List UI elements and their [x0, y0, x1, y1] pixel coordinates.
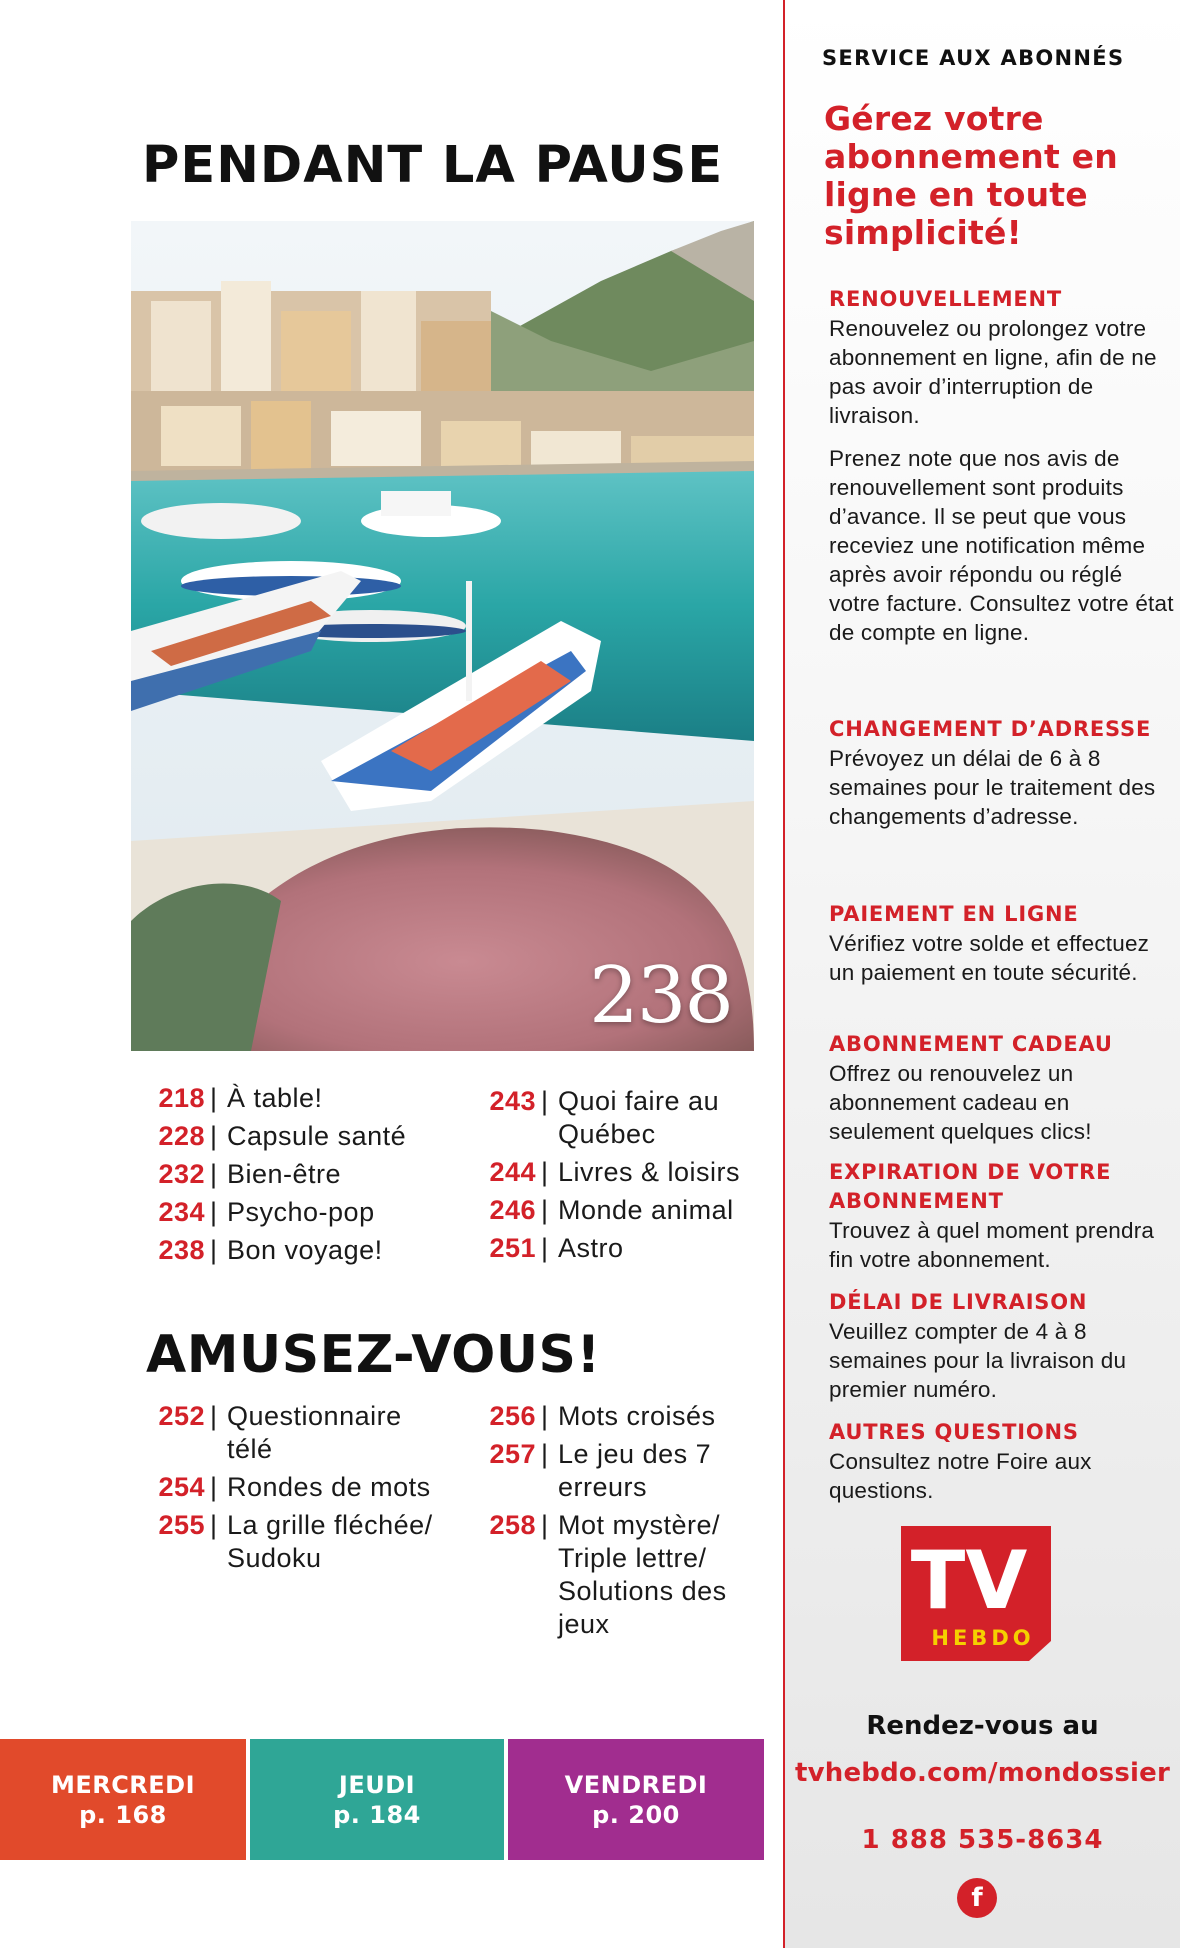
toc-page-number: 255 — [158, 1510, 205, 1540]
separator: | — [541, 1195, 549, 1225]
toc-entry[interactable] — [131, 1120, 451, 1153]
toc-entry[interactable] — [131, 1400, 451, 1466]
toc-label: Mot mystère/ Triple lettre/ Solutions des jeux — [558, 1510, 727, 1639]
toc-label: Quoi faire au Québec — [558, 1086, 720, 1149]
info-heading: ABONNEMENT CADEAU — [829, 1032, 1113, 1056]
toc-label: Mots croisés — [558, 1401, 716, 1431]
info-text: Veuillez compter de 4 à 8 semaines pour la livraison du premier numéro. — [829, 1319, 1127, 1402]
info-other-questions — [829, 1418, 1174, 1505]
toc-page-number: 258 — [489, 1510, 536, 1540]
toc-page-number: 257 — [489, 1439, 536, 1469]
toc-page-number: 256 — [489, 1401, 536, 1431]
separator: | — [541, 1157, 549, 1187]
photo-page-number: 238 — [589, 951, 732, 1041]
day-page: p. 168 — [79, 1800, 167, 1829]
info-renewal — [829, 285, 1174, 647]
toc-label: Astro — [558, 1233, 624, 1263]
toc-column-1 — [131, 1082, 451, 1272]
separator: | — [210, 1510, 218, 1540]
day-tabs — [0, 1739, 764, 1860]
info-heading: AUTRES QUESTIONS — [829, 1420, 1079, 1444]
info-address-change — [829, 715, 1174, 831]
toc-page-number: 244 — [489, 1157, 536, 1187]
service-headline: Gérez votre abonnement en ligne en toute simplicité! — [824, 99, 1118, 252]
website-link[interactable]: tvhebdo.com/mondossier — [794, 1758, 1170, 1788]
toc-label: Le jeu des 7 erreurs — [558, 1439, 712, 1502]
toc-label: Rondes de mots — [227, 1472, 431, 1502]
toc-page-number: 228 — [158, 1121, 205, 1151]
section-title-pause: PENDANT LA PAUSE — [142, 136, 724, 195]
info-expiration — [829, 1158, 1174, 1274]
toc-page-number: 252 — [158, 1401, 205, 1431]
toc-entry[interactable] — [462, 1194, 782, 1227]
harbor-photo — [131, 221, 754, 1051]
games-column-1 — [131, 1400, 451, 1580]
day-tab-thursday[interactable] — [250, 1739, 504, 1860]
toc-page-number: 238 — [158, 1235, 205, 1265]
toc-entry[interactable] — [462, 1085, 782, 1151]
toc-page-number: 246 — [489, 1195, 536, 1225]
info-text: Trouvez à quel moment prendra fin votre abonnement. — [829, 1218, 1155, 1272]
toc-entry[interactable] — [462, 1232, 782, 1265]
toc-label: Psycho-pop — [227, 1197, 375, 1227]
toc-entry[interactable] — [462, 1400, 782, 1433]
day-page: p. 200 — [592, 1800, 680, 1829]
separator: | — [541, 1439, 549, 1469]
logo-hebdo-text: HEBDO — [931, 1626, 1035, 1650]
day-name: JEUDI — [338, 1770, 416, 1799]
separator: | — [210, 1472, 218, 1502]
service-title: SERVICE AUX ABONNÉS — [822, 46, 1125, 70]
info-gift-subscription — [829, 1030, 1174, 1146]
info-text: Consultez notre Foire aux questions. — [829, 1449, 1092, 1503]
toc-entry[interactable] — [131, 1234, 451, 1267]
section-title-games: AMUSEZ-VOUS! — [146, 1325, 601, 1385]
separator: | — [210, 1197, 218, 1227]
info-heading: CHANGEMENT D’ADRESSE — [829, 717, 1152, 741]
toc-label: Bien-être — [227, 1159, 342, 1189]
toc-label: À table! — [227, 1083, 323, 1113]
separator: | — [210, 1159, 218, 1189]
harbor-illustration — [131, 221, 754, 1051]
info-heading: PAIEMENT EN LIGNE — [829, 902, 1079, 926]
info-text: Prévoyez un délai de 6 à 8 semaines pour le traitement des changements d’adresse. — [829, 746, 1156, 829]
separator: | — [210, 1401, 218, 1431]
toc-entry[interactable] — [131, 1082, 451, 1115]
info-heading: EXPIRATION DE VOTRE ABONNEMENT — [829, 1160, 1112, 1213]
info-text: Vérifiez votre solde et effectuez un paiement en toute sécurité. — [829, 931, 1150, 985]
subscriber-service-column — [785, 0, 1180, 1948]
logo-tv-text: TV — [910, 1534, 1028, 1627]
toc-entry[interactable] — [131, 1471, 451, 1504]
toc-entry[interactable] — [131, 1158, 451, 1191]
day-tab-friday[interactable] — [508, 1739, 764, 1860]
day-page: p. 184 — [333, 1800, 421, 1829]
toc-page-number: 234 — [158, 1197, 205, 1227]
toc-entry[interactable] — [462, 1438, 782, 1504]
info-heading: RENOUVELLEMENT — [829, 287, 1063, 311]
toc-entry[interactable] — [131, 1509, 451, 1575]
info-text: Renouvelez ou prolongez votre abonnement en ligne, afin de ne pas avoir d’interruption de livraison. — [829, 316, 1157, 428]
toc-page-number: 251 — [489, 1233, 536, 1263]
toc-label: Bon voyage! — [227, 1235, 383, 1265]
tv-hebdo-logo — [901, 1526, 1051, 1661]
separator: | — [541, 1233, 549, 1263]
separator: | — [541, 1510, 549, 1540]
toc-entry[interactable] — [462, 1156, 782, 1189]
info-delivery-delay — [829, 1288, 1174, 1404]
info-text: Prenez note que nos avis de renouvellement sont produits d’avance. Il se peut que vous receviez une notification même après avoir répondu ou réglé votre facture. Consultez votre état de compte en ligne. — [829, 446, 1174, 645]
separator: | — [541, 1086, 549, 1116]
separator: | — [210, 1083, 218, 1113]
separator: | — [210, 1235, 218, 1265]
separator: | — [541, 1401, 549, 1431]
day-tab-wednesday[interactable] — [0, 1739, 246, 1860]
info-online-payment — [829, 900, 1174, 987]
toc-label: La grille fléchée/ Sudoku — [227, 1510, 433, 1573]
toc-page-number: 243 — [489, 1086, 536, 1116]
toc-page-number: 218 — [158, 1083, 205, 1113]
games-column-2 — [462, 1400, 782, 1646]
separator: | — [210, 1121, 218, 1151]
toc-column-2 — [462, 1085, 782, 1270]
toc-label: Capsule santé — [227, 1121, 407, 1151]
day-name: VENDREDI — [564, 1770, 708, 1799]
toc-label: Monde animal — [558, 1195, 734, 1225]
info-text: Offrez ou renouvelez un abonnement cadeau en seulement quelques clics! — [829, 1061, 1092, 1144]
toc-entry[interactable] — [462, 1509, 782, 1641]
facebook-icon[interactable]: f — [957, 1878, 997, 1918]
toc-entry[interactable] — [131, 1196, 451, 1229]
day-name: MERCREDI — [50, 1770, 196, 1799]
toc-label: Livres & loisirs — [558, 1157, 741, 1187]
toc-label: Questionnaire télé — [227, 1401, 402, 1464]
toc-page-number: 232 — [158, 1159, 205, 1189]
rendez-vous-text: Rendez-vous au — [866, 1711, 1099, 1741]
toc-page-number: 254 — [158, 1472, 205, 1502]
phone-number[interactable]: 1 888 535-8634 — [861, 1825, 1104, 1855]
info-heading: DÉLAI DE LIVRAISON — [829, 1290, 1088, 1314]
